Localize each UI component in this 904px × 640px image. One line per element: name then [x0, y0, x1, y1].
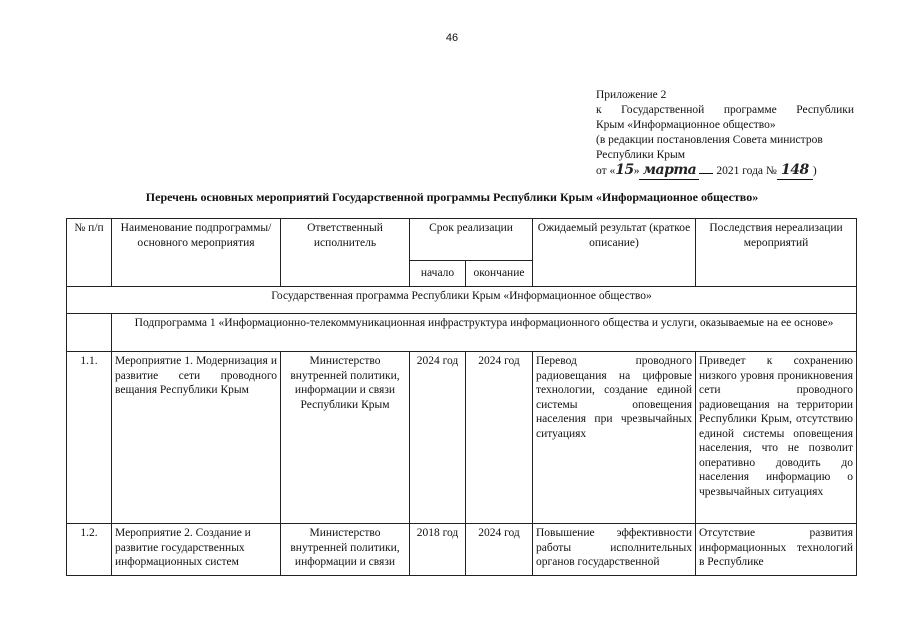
- table-header-row: [67, 219, 857, 261]
- row-consequences: Приведет к сохранению низкого уровня проникновения сети проводного радиовещания на территории Республики Крым, отсутствию единой системы оповещения населения, что не позволит оперативно доводить до населения информацию о чрезвычайных ситуациях: [696, 352, 857, 524]
- page-number: 46: [445, 32, 459, 44]
- row-start: 2018 год: [410, 524, 466, 576]
- row-result: Повышение эффективности работы исполнительных органов государственной: [533, 524, 696, 576]
- appendix-line-resolution: (в редакции постановления Совета министров: [596, 134, 823, 146]
- date-blank: [699, 173, 713, 174]
- closing-paren: ): [812, 165, 817, 177]
- date-day-handwritten: 15: [615, 162, 634, 178]
- document-title: Перечень основных мероприятий Государственной программы Республики Крым «Информационное общество»: [145, 190, 759, 204]
- header-result: Ожидаемый результат (краткое описание): [533, 219, 696, 287]
- header-start: начало: [410, 261, 466, 287]
- date-prefix: от «: [596, 165, 616, 177]
- program-row-text: Государственная программа Республики Крым «Информационное общество»: [67, 287, 857, 314]
- appendix-block: [596, 88, 854, 180]
- measures-table: [66, 218, 857, 576]
- appendix-line-republic: Республики Крым: [596, 149, 685, 161]
- row-consequences: Отсутствие развития информационных технологий в Республике: [696, 524, 857, 576]
- row-num: 1.1.: [67, 352, 112, 524]
- date-year: 2021 года №: [716, 165, 777, 177]
- date-mid: »: [633, 165, 640, 177]
- date-month-field: [639, 163, 699, 180]
- doc-number-handwritten: 148: [781, 162, 809, 178]
- appendix-line-program: к Государственной программе Республики: [596, 104, 854, 116]
- row-start: 2024 год: [410, 352, 466, 524]
- header-num: № п/п: [67, 219, 112, 287]
- row-end: 2024 год: [466, 352, 533, 524]
- header-executor: Ответственный исполнитель: [281, 219, 410, 287]
- row-name: Мероприятие 2. Создание и развитие государственных информационных систем: [112, 524, 281, 576]
- table-row: [67, 524, 857, 576]
- table-row: [67, 352, 857, 524]
- subprogram-num-cell: [67, 314, 112, 352]
- appendix-title: Приложение 2: [596, 89, 667, 101]
- row-executor: Министерство внутренней политики, информации и связи: [281, 524, 410, 576]
- header-consequences: Последствия нереализации мероприятий: [696, 219, 857, 287]
- row-name: Мероприятие 1. Модернизация и развитие сети проводного вещания Республики Крым: [112, 352, 281, 524]
- program-row: [67, 287, 857, 314]
- header-end: окончание: [466, 261, 533, 287]
- subprogram-row-text: Подпрограмма 1 «Информационно-телекоммуникационная инфраструктура информационного общества и услуги, оказываемые на ее основе»: [112, 314, 857, 352]
- row-num: 1.2.: [67, 524, 112, 576]
- date-month-handwritten: марта: [642, 162, 697, 178]
- row-result: Перевод проводного радиовещания на цифровые технологии, создание единой системы оповещения населения при чрезвычайных ситуациях: [533, 352, 696, 524]
- appendix-date-line: [596, 163, 854, 180]
- row-executor: Министерство внутренней политики, информации и связи Республики Крым: [281, 352, 410, 524]
- appendix-line-name: Крым «Информационное общество»: [596, 119, 776, 131]
- subprogram-row: [67, 314, 857, 352]
- header-name: Наименование подпрограммы/основного мероприятия: [112, 219, 281, 287]
- doc-number-field: [777, 163, 813, 180]
- header-period: Срок реализации: [410, 219, 533, 261]
- row-end: 2024 год: [466, 524, 533, 576]
